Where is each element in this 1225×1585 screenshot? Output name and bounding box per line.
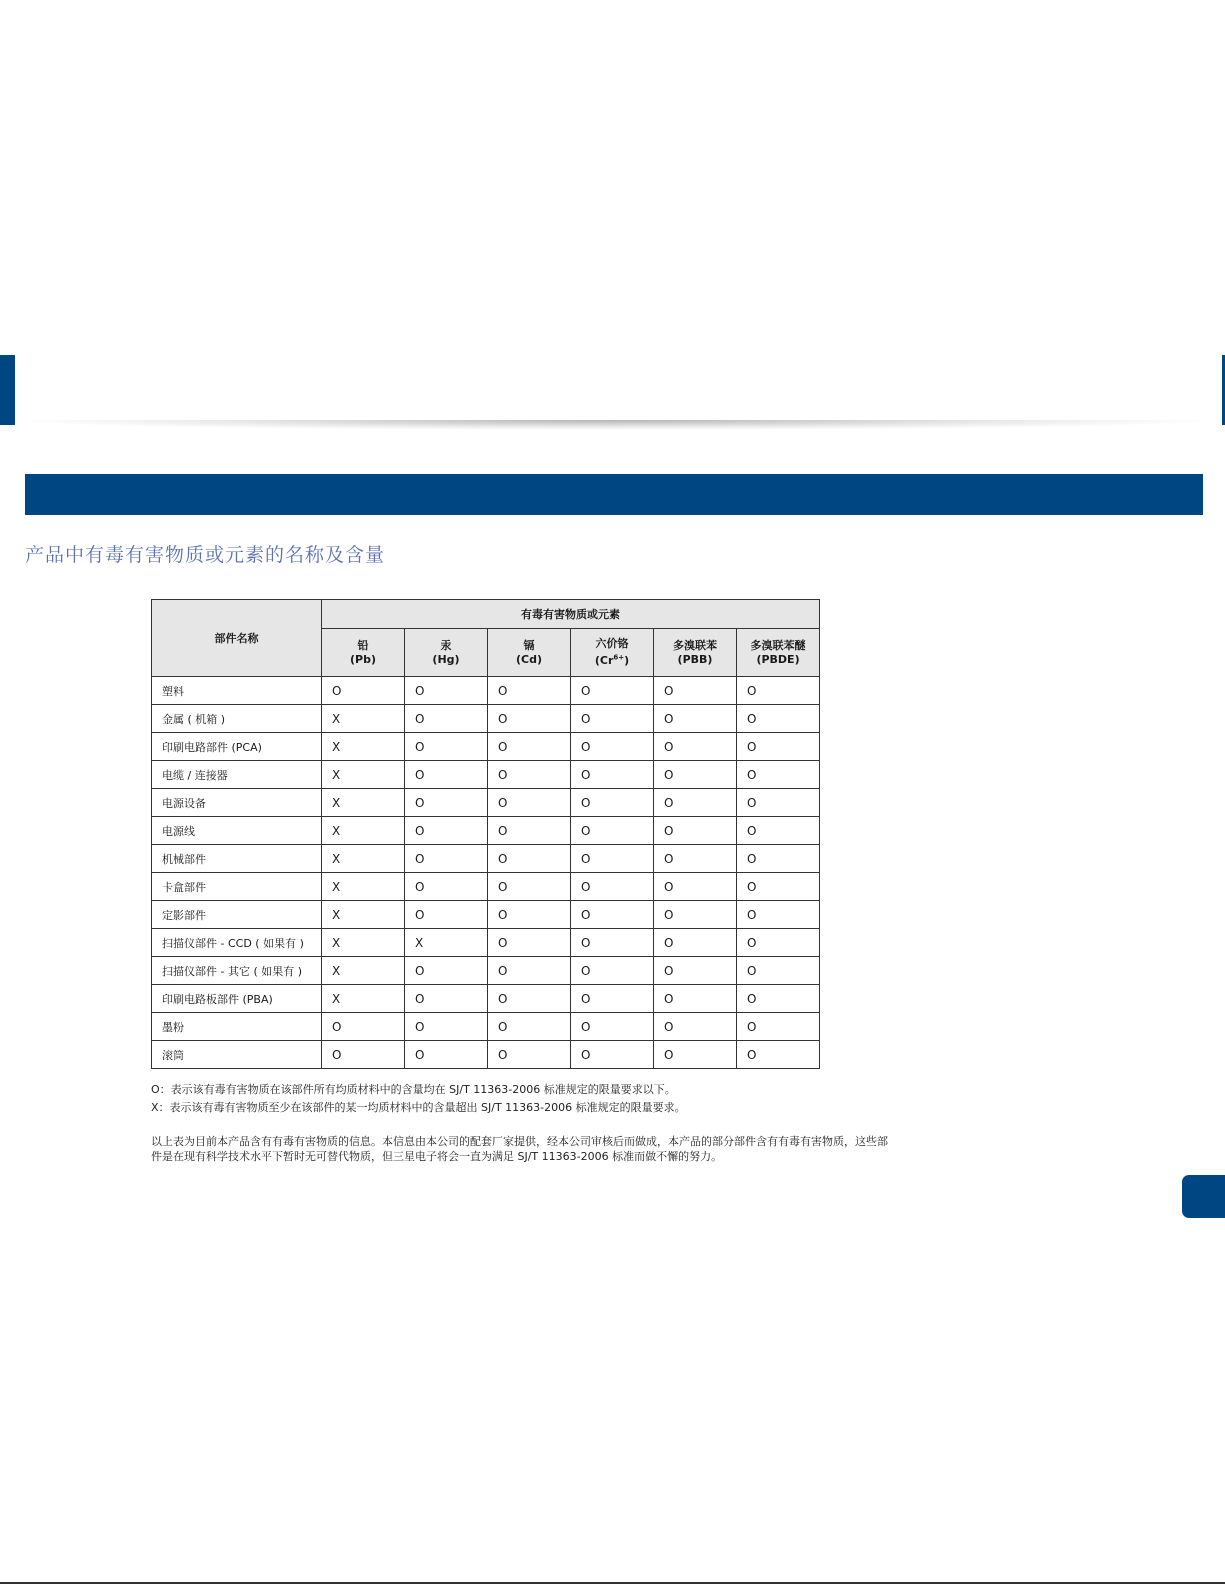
content-mark-cell: O — [737, 677, 820, 705]
content-mark-cell: O — [322, 1013, 405, 1041]
content-mark-cell: O — [654, 985, 737, 1013]
content-mark-cell: X — [322, 957, 405, 985]
content-mark-cell: O — [488, 733, 571, 761]
table-row — [152, 1013, 820, 1041]
part-name-cell: 电缆 / 连接器 — [152, 761, 322, 789]
content-mark-cell: X — [322, 705, 405, 733]
part-name-cell: 滚筒 — [152, 1041, 322, 1069]
content-mark-cell: O — [737, 705, 820, 733]
content-mark-cell: O — [654, 845, 737, 873]
content-mark-cell: O — [405, 817, 488, 845]
content-mark-cell: O — [737, 845, 820, 873]
substance-header-cr6 — [571, 629, 654, 677]
part-name-cell: 电源线 — [152, 817, 322, 845]
part-name-cell: 墨粉 — [152, 1013, 322, 1041]
content-mark-cell: O — [571, 705, 654, 733]
content-mark-cell: O — [737, 1041, 820, 1069]
content-mark-cell: O — [654, 733, 737, 761]
table-row — [152, 901, 820, 929]
content-mark-cell: O — [571, 817, 654, 845]
substance-symbol: (Pb) — [350, 652, 376, 666]
table-row — [152, 1041, 820, 1069]
content-mark-cell: O — [571, 1013, 654, 1041]
content-mark-cell: O — [654, 789, 737, 817]
substance-header-pbb — [654, 629, 737, 677]
content-mark-cell: O — [571, 761, 654, 789]
content-mark-cell: O — [405, 789, 488, 817]
substance-name: 多溴联苯 — [673, 638, 717, 652]
table-row — [152, 817, 820, 845]
o-legend-note: O：表示该有毒有害物质在该部件所有均质材料中的含量均在 SJ/T 11363-2006 标准规定的限量要求以下。 — [151, 1083, 676, 1096]
content-mark-cell: O — [322, 677, 405, 705]
table-row — [152, 705, 820, 733]
part-name-cell: 扫描仪部件 - 其它 ( 如果有 ) — [152, 957, 322, 985]
content-mark-cell: O — [405, 957, 488, 985]
content-mark-cell: O — [737, 817, 820, 845]
content-mark-cell: X — [405, 929, 488, 957]
content-mark-cell: O — [571, 873, 654, 901]
part-name-cell: 扫描仪部件 - CCD ( 如果有 ) — [152, 929, 322, 957]
content-mark-cell: O — [654, 817, 737, 845]
content-mark-cell: O — [654, 705, 737, 733]
part-name-cell: 印刷电路板部件 (PBA) — [152, 985, 322, 1013]
header-divider-shadow — [20, 420, 1205, 430]
side-page-tab[interactable] — [1182, 1175, 1225, 1218]
content-mark-cell: O — [737, 1013, 820, 1041]
content-mark-cell: O — [571, 1041, 654, 1069]
symbol-pre: (Cr — [594, 654, 614, 668]
bottom-rule — [0, 1582, 1225, 1584]
substance-name: 六价铬 — [595, 636, 629, 650]
content-mark-cell: O — [571, 901, 654, 929]
substance-header-hg — [405, 629, 488, 677]
part-name-cell: 卡盒部件 — [152, 873, 322, 901]
substance-symbol: (PBDE) — [756, 652, 800, 666]
disclaimer-paragraph: 以上表为目前本产品含有有毒有害物质的信息。本信息由本公司的配套厂家提供，经本公司审核后而做成，本产品的部分部件含有有毒有害物质，这些部件是在现有科学技术水平下暂时无可替代物质，但三星电子将会一直为满足 SJ/T 11363-2006 标准而做不懈的努力。 — [151, 1135, 888, 1163]
content-mark-cell: O — [654, 761, 737, 789]
content-mark-cell: X — [322, 845, 405, 873]
content-mark-cell: X — [322, 929, 405, 957]
content-mark-cell: O — [405, 1013, 488, 1041]
content-mark-cell: O — [737, 985, 820, 1013]
substance-symbol: (Cd) — [515, 652, 542, 666]
content-mark-cell: O — [488, 901, 571, 929]
content-mark-cell: O — [405, 845, 488, 873]
table-row — [152, 761, 820, 789]
content-mark-cell: O — [405, 705, 488, 733]
content-mark-cell: X — [322, 761, 405, 789]
content-mark-cell: X — [322, 789, 405, 817]
part-name-cell: 电源设备 — [152, 789, 322, 817]
content-mark-cell: O — [488, 1041, 571, 1069]
content-mark-cell: O — [654, 677, 737, 705]
hazardous-substances-table — [151, 599, 820, 1069]
content-mark-cell: O — [488, 705, 571, 733]
content-mark-cell: X — [322, 985, 405, 1013]
content-mark-cell: O — [654, 901, 737, 929]
part-name-cell: 塑料 — [152, 677, 322, 705]
content-mark-cell: O — [405, 1041, 488, 1069]
content-mark-cell: X — [322, 733, 405, 761]
content-mark-cell: O — [488, 817, 571, 845]
content-mark-cell: O — [405, 677, 488, 705]
part-name-cell: 定影部件 — [152, 901, 322, 929]
left-edge-tab — [0, 355, 15, 425]
content-mark-cell: X — [322, 817, 405, 845]
substance-symbol: (PBB) — [677, 652, 713, 666]
symbol-post: ) — [624, 654, 630, 668]
content-mark-cell: O — [571, 789, 654, 817]
page-title: 产品中有毒有害物质或元素的名称及含量 — [25, 544, 386, 566]
table-row — [152, 957, 820, 985]
content-mark-cell: X — [322, 901, 405, 929]
content-mark-cell: O — [488, 1013, 571, 1041]
content-mark-cell: O — [654, 873, 737, 901]
content-mark-cell: O — [737, 901, 820, 929]
content-mark-cell: O — [488, 761, 571, 789]
symbol-superscript: 6+ — [613, 653, 625, 662]
substance-name: 镉 — [523, 638, 535, 652]
substance-name: 多溴联苯醚 — [750, 638, 806, 652]
x-legend-note: X：表示该有毒有害物质至少在该部件的某一均质材料中的含量超出 SJ/T 11363-2006 标准规定的限量要求。 — [151, 1101, 686, 1114]
content-mark-cell: O — [488, 929, 571, 957]
content-mark-cell: O — [737, 929, 820, 957]
part-name-cell: 印刷电路部件 (PCA) — [152, 733, 322, 761]
content-mark-cell: O — [488, 845, 571, 873]
table-row — [152, 873, 820, 901]
content-mark-cell: O — [737, 873, 820, 901]
table-row — [152, 985, 820, 1013]
part-name-header: 部件名称 — [152, 600, 322, 677]
content-mark-cell: O — [405, 733, 488, 761]
substance-symbol: (Hg) — [432, 652, 460, 666]
content-mark-cell: O — [405, 873, 488, 901]
content-mark-cell: O — [488, 677, 571, 705]
substance-header-cd — [488, 629, 571, 677]
substance-name: 汞 — [440, 638, 452, 652]
table-row — [152, 845, 820, 873]
content-mark-cell: O — [488, 985, 571, 1013]
content-mark-cell: O — [405, 761, 488, 789]
content-mark-cell: O — [737, 789, 820, 817]
content-mark-cell: X — [322, 873, 405, 901]
substance-name: 铅 — [357, 638, 369, 652]
content-mark-cell: O — [737, 957, 820, 985]
substance-header-pbde — [737, 629, 820, 677]
table-row — [152, 677, 820, 705]
substance-header-pb — [322, 629, 405, 677]
content-mark-cell: O — [737, 733, 820, 761]
content-mark-cell: O — [571, 677, 654, 705]
substance-symbol — [595, 654, 629, 667]
content-mark-cell: O — [405, 901, 488, 929]
content-mark-cell: O — [571, 957, 654, 985]
content-mark-cell: O — [654, 1041, 737, 1069]
content-mark-cell: O — [405, 985, 488, 1013]
content-mark-cell: O — [488, 957, 571, 985]
content-mark-cell: O — [654, 1013, 737, 1041]
content-mark-cell: O — [571, 985, 654, 1013]
table-row — [152, 929, 820, 957]
section-header-bar — [25, 474, 1203, 515]
content-mark-cell: O — [322, 1041, 405, 1069]
content-mark-cell: O — [571, 733, 654, 761]
content-mark-cell: O — [571, 845, 654, 873]
part-name-cell: 金属 ( 机箱 ) — [152, 705, 322, 733]
table-body — [152, 677, 820, 1069]
content-mark-cell: O — [488, 873, 571, 901]
table-row — [152, 733, 820, 761]
content-mark-cell: O — [737, 761, 820, 789]
substance-group-header: 有毒有害物质或元素 — [322, 600, 820, 629]
content-mark-cell: O — [654, 929, 737, 957]
table-row — [152, 789, 820, 817]
part-name-cell: 机械部件 — [152, 845, 322, 873]
content-mark-cell: O — [654, 957, 737, 985]
content-mark-cell: O — [488, 789, 571, 817]
content-mark-cell: O — [571, 929, 654, 957]
